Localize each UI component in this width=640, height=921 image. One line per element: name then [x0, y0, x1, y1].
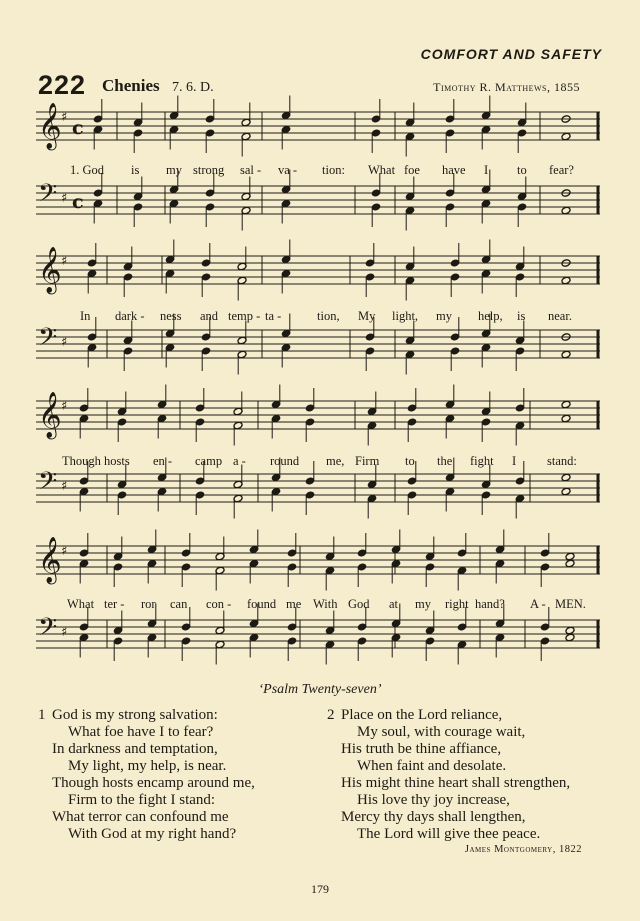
sharp-icon: ♯: [61, 335, 68, 350]
lyric-syllable: I: [484, 163, 489, 177]
note-head: [561, 350, 571, 359]
section-title: COMFORT AND SAFETY: [420, 46, 602, 62]
treble-clef-icon: 𝄞: [38, 392, 62, 438]
verse-line: What foe have I to fear?: [68, 724, 214, 740]
lyric-syllable: found: [247, 597, 277, 611]
verse-line: His love thy joy increase,: [357, 792, 510, 808]
lyric-syllable: foe: [404, 163, 420, 177]
treble-clef-icon: 𝄞: [38, 247, 62, 293]
lyric-syllable: fear?: [549, 163, 574, 177]
lyric-line: [0, 309, 640, 327]
lyric-syllable: me: [286, 597, 302, 611]
verse-1: [38, 707, 255, 843]
lyric-syllable: My: [358, 309, 376, 323]
lyric-syllable: is: [517, 309, 526, 323]
lyric-syllable: at: [389, 597, 399, 611]
bass-clef-icon: 𝄢: [38, 179, 58, 214]
page-number: 179: [311, 882, 329, 896]
lyric-syllable: stand:: [547, 454, 577, 468]
lyric-syllable: to: [405, 454, 415, 468]
note-head: [561, 414, 571, 423]
verse-line: What terror can confound me: [52, 809, 229, 825]
lyric-syllable: my: [415, 597, 431, 611]
sharp-icon: ♯: [61, 544, 68, 559]
verse-line: When faint and desolate.: [357, 758, 507, 774]
lyric-syllable: my: [436, 309, 452, 323]
psalm-reference: ‘Psalm Twenty-seven’: [258, 682, 382, 697]
lyric-syllable: me,: [326, 454, 345, 468]
note-head: [561, 132, 571, 141]
verse-line: My light, my help, is near.: [68, 758, 227, 774]
verse-line: My soul, with courage wait,: [357, 724, 526, 740]
lyric-syllable: ta -: [265, 309, 282, 323]
lyric-syllable: a -: [233, 454, 246, 468]
lyric-syllable: tion:: [322, 163, 345, 177]
lyric-syllable: fight: [470, 454, 494, 468]
treble-clef-icon: 𝄞: [38, 537, 62, 583]
lyric-syllable: Though hosts: [62, 454, 130, 468]
treble-clef-icon: 𝄞: [38, 103, 62, 149]
sharp-icon: ♯: [61, 479, 68, 494]
lyric-syllable: 1. God: [70, 163, 105, 177]
sharp-icon: ♯: [61, 191, 68, 206]
verse-line: With God at my right hand?: [68, 826, 237, 842]
verse-line: God is my strong salvation:: [52, 707, 218, 723]
note-head: [561, 473, 571, 482]
note-head: [565, 626, 575, 635]
lyric-syllable: In: [80, 309, 91, 323]
lyric-syllable: camp: [195, 454, 223, 468]
verse-line: In darkness and temptation,: [52, 741, 218, 757]
lyric-syllable: strong: [193, 163, 225, 177]
lyric-line: [0, 454, 640, 472]
common-time-icon: c: [72, 117, 84, 139]
lyric-syllable: ror: [141, 597, 156, 611]
verse-number: 2: [327, 707, 335, 723]
lyric-syllable: tion,: [317, 309, 340, 323]
lyric-syllable: is: [131, 163, 140, 177]
lyric-syllable: right: [445, 597, 469, 611]
lyric-syllable: What: [368, 163, 396, 177]
lyric-syllable: God: [348, 597, 370, 611]
tune-name: Chenies: [102, 76, 160, 95]
verse-number: 1: [38, 707, 46, 723]
lyric-syllable: my: [166, 163, 182, 177]
sharp-icon: ♯: [61, 399, 68, 414]
lyric-syllable: dark -: [115, 309, 145, 323]
author-credit: James Montgomery, 1822: [464, 844, 582, 855]
lyric-syllable: A -: [530, 597, 546, 611]
meter: 7. 6. D.: [172, 80, 214, 95]
composer-credit: Timothy R. Matthews, 1855: [433, 80, 580, 94]
lyric-syllable: What: [67, 597, 95, 611]
lyric-syllable: Firm: [355, 454, 380, 468]
bass-clef-icon: 𝄢: [38, 467, 58, 502]
lyric-syllable: ter -: [104, 597, 125, 611]
lyric-syllable: hand?: [475, 597, 505, 611]
verse-line: Though hosts encamp around me,: [52, 775, 255, 791]
lyric-syllable: I: [512, 454, 517, 468]
lyric-syllable: round: [270, 454, 300, 468]
common-time-icon: c: [72, 191, 84, 213]
verse-line: Place on the Lord reliance,: [341, 707, 503, 723]
lyric-syllable: temp -: [228, 309, 261, 323]
note-head: [561, 206, 571, 215]
note-head: [565, 633, 575, 642]
lyric-syllable: near.: [548, 309, 572, 323]
lyric-syllable: sal -: [240, 163, 262, 177]
bass-clef-icon: 𝄢: [38, 323, 58, 358]
lyric-syllable: have: [442, 163, 466, 177]
lyric-syllable: MEN.: [555, 597, 586, 611]
verse-line: Firm to the fight I stand:: [68, 792, 216, 808]
lyric-syllable: light,: [392, 309, 419, 323]
hymn-number: 222: [38, 70, 87, 100]
verse-line: His might thine heart shall strengthen,: [341, 775, 571, 791]
sharp-icon: ♯: [61, 254, 68, 269]
lyric-syllable: va -: [278, 163, 298, 177]
note-head: [561, 487, 571, 496]
lyric-syllable: and: [200, 309, 219, 323]
lyric-line: [0, 163, 640, 181]
lyric-syllable: the: [437, 454, 453, 468]
verse-line: The Lord will give thee peace.: [357, 826, 541, 842]
bass-clef-icon: 𝄢: [38, 613, 58, 648]
lyric-syllable: con -: [206, 597, 232, 611]
sharp-icon: ♯: [61, 625, 68, 640]
verse-2: [327, 707, 571, 843]
lyric-syllable: en -: [153, 454, 173, 468]
verse-line: His truth be thine affiance,: [341, 741, 502, 757]
note-head: [561, 276, 571, 285]
lyric-syllable: to: [517, 163, 527, 177]
note-head: [565, 559, 575, 568]
lyric-syllable: can: [170, 597, 188, 611]
note-head: [561, 400, 571, 409]
verse-line: Mercy thy days shall lengthen,: [341, 809, 526, 825]
lyric-line: [0, 597, 640, 615]
sharp-icon: ♯: [61, 110, 68, 125]
lyric-syllable: help,: [478, 309, 503, 323]
note-head: [565, 552, 575, 561]
lyric-syllable: ness: [160, 309, 182, 323]
lyric-syllable: With: [313, 597, 338, 611]
